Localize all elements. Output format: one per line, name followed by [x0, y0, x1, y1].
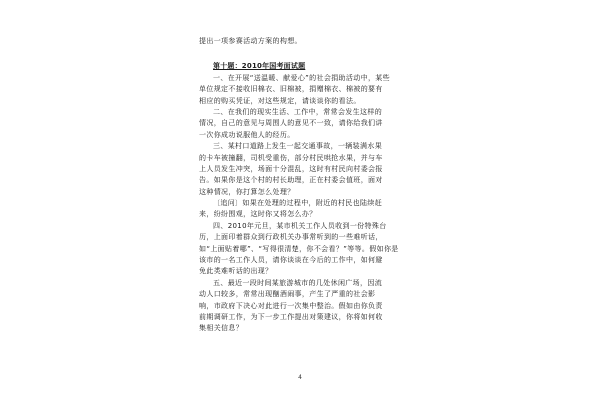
paragraph-line: 前期调研工作，为下一步工作提出对策建议，你将如何收	[199, 312, 383, 321]
paragraph-line: 三、某村口道路上发生一起交通事故，一辆装满水果	[213, 142, 383, 151]
paragraph-line: 上人员发生冲突，场面十分混乱，这时有村民向村委会报	[199, 164, 383, 173]
question-paragraph	[199, 278, 401, 335]
paragraph-line: 〔追问〕如果在处理的过程中，附近的村民也陆续赶	[213, 199, 383, 208]
paragraph-line: 五、最近一段时间某旅游城市的几处休闲广场，因流	[213, 278, 383, 287]
page-number: 4	[298, 374, 302, 381]
question-paragraph	[199, 221, 401, 278]
paragraph-line: 如“上面贴着哪”、“写得很清楚，你不会看？”等等。假如你是	[199, 244, 399, 253]
spacer	[199, 47, 401, 61]
paragraph-line: 的卡车被撞翻，司机受重伤，部分村民哄抢水果，并与车	[199, 153, 383, 162]
paragraph-line: 集相关信息？	[199, 324, 244, 333]
paragraph-line: 一、在开展“送温暖、献爱心”的社会捐助活动中，某些	[213, 73, 391, 82]
section-heading: 第十题：2010年国考面试题	[213, 62, 306, 71]
paragraph-line: 相应的购买凭证，对这些规定，请谈谈你的看法。	[199, 96, 361, 105]
paragraph-line: 一次你成功说服他人的经历。	[199, 130, 295, 139]
paragraph-line: 四、2010年元旦，某市机关工作人员收到一份特殊台	[213, 221, 387, 230]
question-paragraph	[199, 73, 401, 107]
paragraph-line: 免此类难听话的出现？	[199, 267, 273, 276]
paragraph-line: 动人口较多，常常出现酗酒闹事，产生了严重的社会影	[199, 290, 376, 299]
question-paragraph	[199, 198, 401, 221]
paragraph-line: 情况，自己的意见与周围人的意见不一致，请你给我们讲	[199, 119, 383, 128]
paragraph-line: 这种情况，你打算怎么处理？	[199, 187, 295, 196]
paragraph-line: 二、在我们的现实生活、工作中，常常会发生这样的	[213, 107, 383, 116]
text-column	[199, 36, 401, 335]
paragraph-line: 该市的一名工作人员，请你谈谈在今后的工作中，如何避	[199, 256, 383, 265]
question-paragraph	[199, 107, 401, 141]
paragraph-line: 响，市政府下决心对此进行一次集中整治。假如由你负责	[199, 301, 383, 310]
paragraph-line: 告。如果你是这个村的村长助理，正在村委会值班，面对	[199, 176, 383, 185]
paragraph-line: 来，纷纷围观，这时你又将怎么办？	[199, 210, 317, 219]
question-list	[199, 73, 401, 335]
paragraph-line: 单位规定不接收旧棉衣、旧棉被，捐赠棉衣、棉被的要有	[199, 85, 383, 94]
intro-line: 提出一项参赛活动方案的构想。	[199, 37, 302, 45]
paragraph-line: 历，上面印着群众到行政机关办事常听到的一些难听话，	[199, 233, 383, 242]
question-paragraph	[199, 141, 401, 198]
